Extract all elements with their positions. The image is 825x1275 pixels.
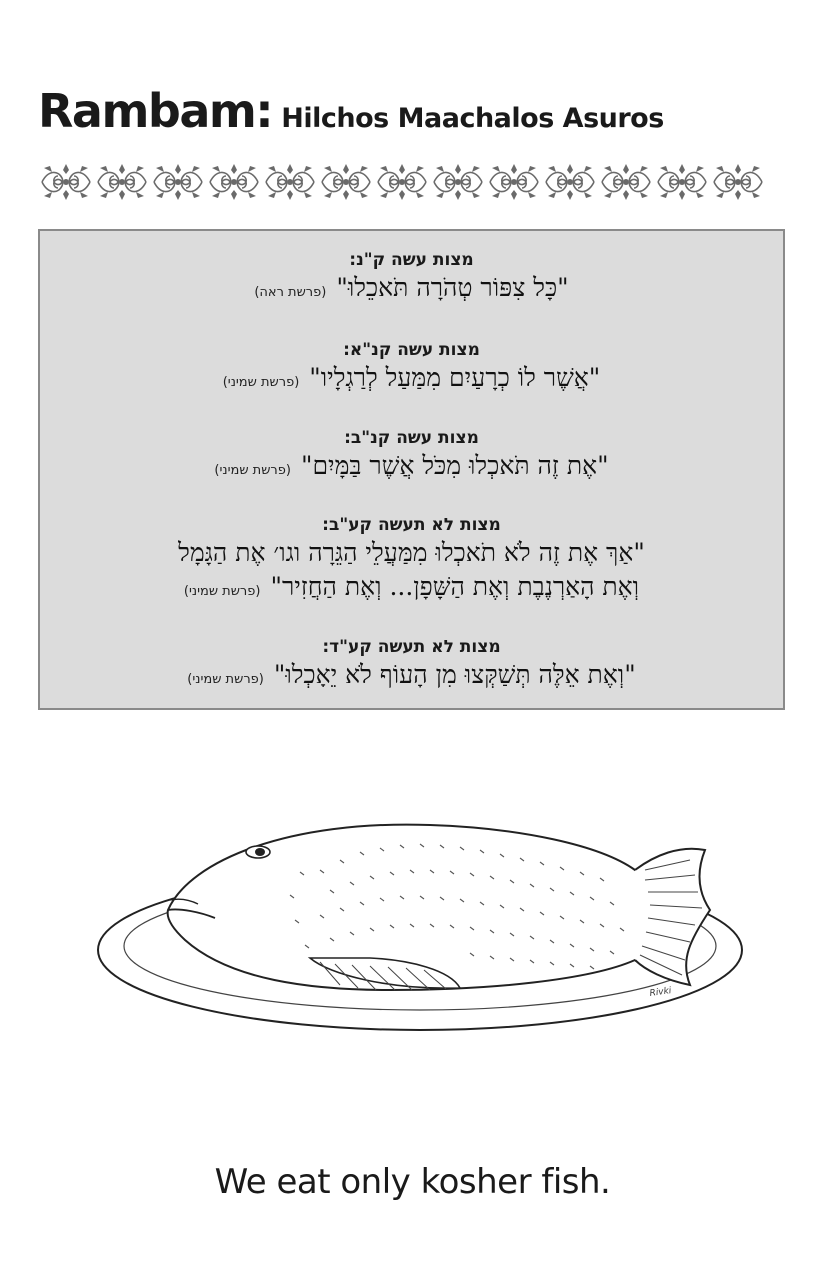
mitzvah-verse	[40, 570, 783, 609]
page-header	[38, 84, 664, 138]
mitzvah-verse	[40, 536, 783, 570]
mitzvah-verse	[40, 658, 783, 697]
parsha-reference: (פרשת שמיני)	[214, 463, 291, 478]
mitzvos-box	[38, 229, 785, 710]
verse-text-line-2: וְאֶת הָאַרְנֶבֶת וְאֶת הַשָּׁפָן... וְאֶת הַחֲזִיר"	[270, 572, 640, 601]
mitzvah-item	[40, 427, 783, 488]
mitzvah-verse	[40, 449, 783, 488]
mitzvah-item	[40, 514, 783, 609]
mitzvah-label: מצות לא תעשה קע"ב:	[322, 515, 501, 535]
verse-text: "וְאֶת אֵלֶּה תְּשַׁקְּצוּ מִן הָעוֹף לֹא יֵאָכְלוּ"	[273, 660, 636, 689]
parsha-reference: (פרשת ראה)	[254, 285, 327, 300]
mitzvah-label: מצות עשה קנ"א:	[343, 340, 480, 360]
mitzvah-verse	[40, 361, 783, 400]
mitzvah-label: מצות עשה קנ"ב:	[344, 428, 479, 448]
mitzvah-item	[40, 636, 783, 697]
fish-on-plate-illustration	[90, 800, 750, 1040]
parsha-reference: (פרשת שמיני)	[187, 672, 264, 687]
ornamental-divider	[38, 160, 788, 204]
parsha-reference: (פרשת שמיני)	[183, 584, 261, 599]
fish-tail	[635, 849, 710, 985]
mitzvah-verse	[40, 271, 783, 310]
mitzvah-label: מצות עשה ק"נ:	[349, 250, 474, 270]
artist-signature: Rivki	[649, 986, 673, 999]
verse-text: "אֶת זֶה תֹּאכְלוּ מִכֹּל אֲשֶׁר בַּמָּיִם"	[300, 451, 609, 480]
mitzvah-item	[40, 339, 783, 400]
page-title: Rambam:	[38, 84, 273, 138]
page-caption: We eat only kosher fish.	[214, 1162, 611, 1202]
page-subtitle: Hilchos Maachalos Asuros	[281, 103, 664, 134]
verse-text: "אֲשֶׁר לוֹ כְרָעַיִם מִמַּעַל לְרַגְלָיו"	[309, 363, 601, 392]
parsha-reference: (פרשת שמיני)	[222, 375, 300, 390]
mitzvah-label: מצות לא תעשה קע"ד:	[322, 637, 501, 657]
verse-text: "כָּל צִפּוֹר טְהֹרָה תֹּאכֵלוּ"	[336, 273, 569, 302]
verse-text-line-1: "אַךְ אֶת זֶה לֹא תֹאכְלוּ מִמַּעֲלֵי הַגֵּרָה וגו׳ אֶת הַגָּמָל	[178, 538, 645, 567]
mitzvah-item	[40, 249, 783, 310]
